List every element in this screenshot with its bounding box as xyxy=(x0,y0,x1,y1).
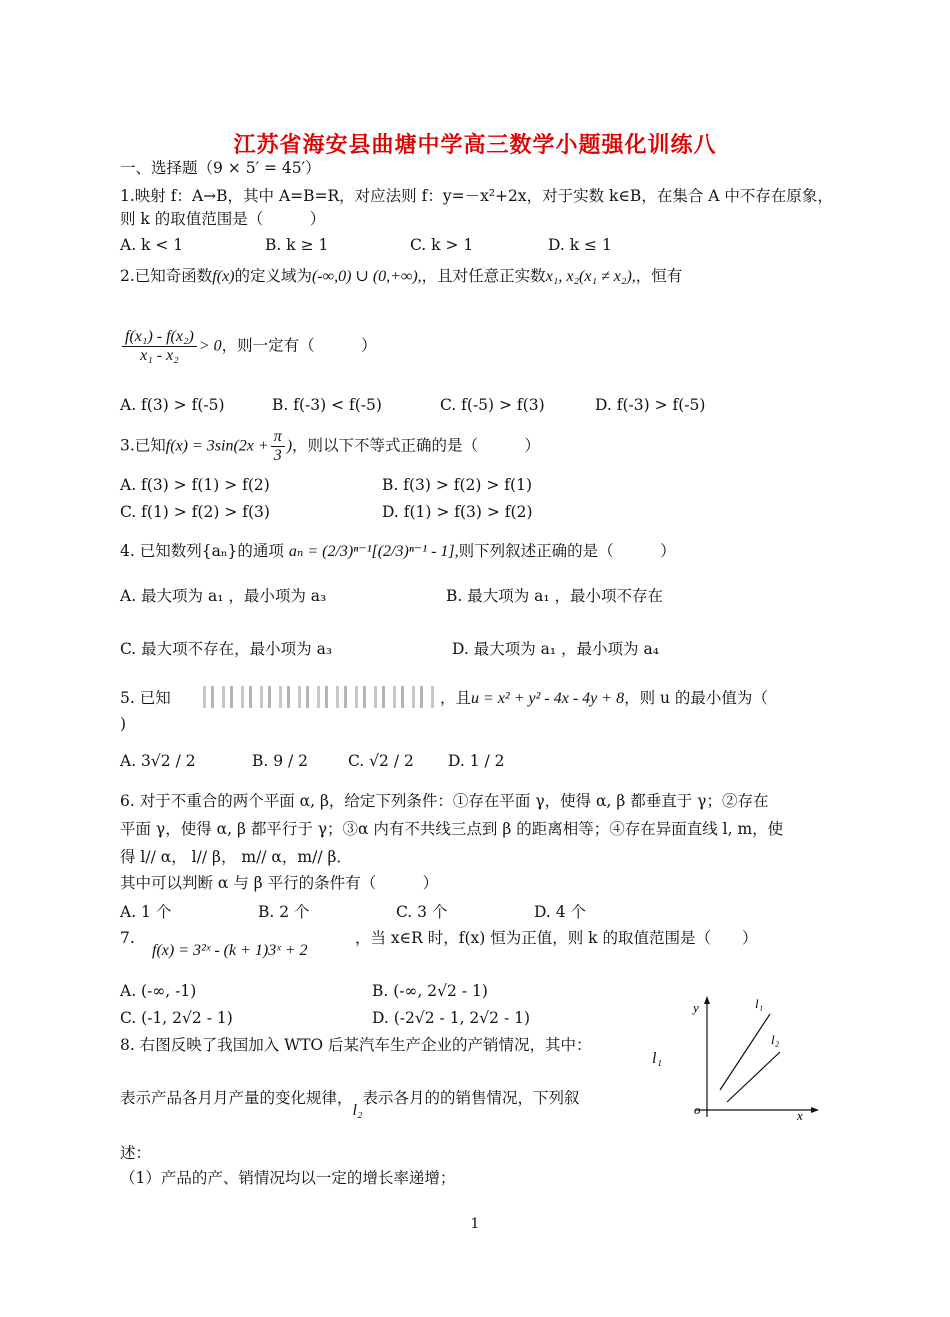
q7-option-c: C. (-1, 2√2 - 1) xyxy=(120,1009,233,1027)
q3-option-d: D. f(1) > f(3) > f(2) xyxy=(382,503,533,521)
q5-line xyxy=(440,688,768,709)
q1-option-d: D. k ≤ 1 xyxy=(548,236,612,254)
line-l1 xyxy=(720,1014,770,1090)
q6-option-c: C. 3 个 xyxy=(396,903,448,921)
q5-option-d: D. 1 / 2 xyxy=(448,752,505,770)
q1-option-a: A. k < 1 xyxy=(120,236,184,254)
q6-option-a: A. 1 个 xyxy=(120,903,172,921)
x-axis-arrow xyxy=(811,1107,819,1113)
q6-line4: 其中可以判断 α 与 β 平行的条件有（ ） xyxy=(120,874,439,892)
q8-l1-label xyxy=(652,1048,662,1069)
q3-option-c: C. f(1) > f(2) > f(3) xyxy=(120,503,270,521)
q2-cond: > 0 xyxy=(198,337,222,355)
q3-option-a: A. f(3) > f(1) > f(2) xyxy=(120,476,270,494)
q2-text-a: 2.已知奇函数 xyxy=(120,267,213,285)
q2-fraction xyxy=(122,328,197,365)
production-sales-graph xyxy=(685,992,825,1122)
q4-line xyxy=(120,541,676,562)
q5-close: ) xyxy=(120,715,127,733)
q6-option-d: D. 4 个 xyxy=(534,903,587,921)
q4-option-d: D. 最大项为 a₁ ，最小项为 a₄ xyxy=(452,640,659,658)
q2-text-b: 的定义域为 xyxy=(234,267,313,285)
q8-l2: l₂ xyxy=(352,1102,363,1119)
origin-label: o xyxy=(694,1102,701,1117)
q1-line2: 则 k 的取值范围是（ ） xyxy=(120,210,326,228)
page-number: 1 xyxy=(470,1216,480,1232)
q2-frac-num: f(x₁) - f(x₂) xyxy=(122,328,197,347)
l1-label: l₁ xyxy=(755,996,764,1011)
q3-option-b: B. f(3) > f(2) > f(1) xyxy=(382,476,533,494)
q4-option-b: B. 最大项为 a₁ ，最小项不存在 xyxy=(446,587,664,605)
q2-domain: (-∞,0) ∪ (0,+∞), xyxy=(312,268,422,285)
q6-option-b: B. 2 个 xyxy=(258,903,310,921)
q3-line xyxy=(120,428,540,465)
q2-option-d: D. f(-3) > f(-5) xyxy=(595,396,706,414)
q7-option-a: A. (-∞, -1) xyxy=(120,982,197,1000)
q3-expr-a: f(x) = 3sin(2x + xyxy=(165,437,269,455)
q8-line2 xyxy=(120,1088,580,1119)
q7-tail: ，当 x∈R 时，f(x) 恒为正值，则 k 的取值范围是（ ） xyxy=(355,929,758,947)
q5-tail: ，则 u 的最小值为（ xyxy=(624,689,768,707)
q2-xs: x₁, x₂(x₁ ≠ x₂), xyxy=(545,268,636,285)
q7-expr xyxy=(152,940,308,961)
q8-line4: （1）产品的产、销情况均以一定的增长率递增； xyxy=(120,1169,456,1187)
q8-line3: 述： xyxy=(120,1144,152,1162)
q2-option-a: A. f(3) > f(-5) xyxy=(120,396,225,414)
line-l2 xyxy=(727,1052,780,1102)
q3-prefix: 3.已知 xyxy=(120,436,166,455)
q4-expr: aₙ = (2/3)ⁿ⁻¹[(2/3)ⁿ⁻¹ - 1], xyxy=(288,543,459,560)
q4-prefix: 4. 已知数列{aₙ}的通项 xyxy=(120,542,284,560)
q2-line1 xyxy=(120,266,682,287)
section-heading: 一、选择题（9 × 5′ = 45′） xyxy=(120,159,321,177)
q2-fx: f(x) xyxy=(212,268,235,285)
q3-pi-frac xyxy=(271,428,285,465)
q3-expr-b: ) xyxy=(286,437,293,455)
q1-option-c: C. k > 1 xyxy=(410,236,474,254)
q6-line3: 得 l// α， l// β， m// α，m// β． xyxy=(120,848,352,866)
q8-l1: l₁ xyxy=(652,1050,663,1067)
x-axis-label: x xyxy=(797,1108,803,1122)
y-axis-arrow xyxy=(704,996,710,1004)
q6-line1: 6. 对于不重合的两个平面 α, β，给定下列条件：①存在平面 γ，使得 α, β 都垂直于 γ；②存在 xyxy=(120,792,769,810)
q8-line2b: 表示各月的的销售情况，下列叙 xyxy=(362,1089,580,1107)
q2-frac-den: x₁ - x₂ xyxy=(140,347,179,364)
q4-tail: 则下列叙述正确的是（ ） xyxy=(458,542,676,560)
q5-option-a: A. 3√2 / 2 xyxy=(120,752,196,770)
q2-option-b: B. f(-3) < f(-5) xyxy=(272,396,382,414)
q2-text-c: ，且对任意正实数 xyxy=(421,267,546,285)
q2-tail: ，则一定有（ ） xyxy=(221,336,377,355)
q2-option-c: C. f(-5) > f(3) xyxy=(440,396,545,414)
page-title: 江苏省海安县曲塘中学高三数学小题强化训练八 xyxy=(233,133,717,158)
q1-option-b: B. k ≥ 1 xyxy=(265,236,329,254)
q3-pi-num: π xyxy=(271,428,285,447)
q2-text-d: ，恒有 xyxy=(635,267,683,285)
y-axis-label: y xyxy=(693,1000,699,1015)
q5-prefix: 5. 已知 xyxy=(120,689,171,707)
q7-option-b: B. (-∞, 2√2 - 1) xyxy=(372,982,488,1000)
q7-num: 7. xyxy=(120,929,135,947)
q1-line1: 1.映射 f：A→B，其中 A=B=R，对应法则 f：y=－x²+2x，对于实数 k∈B，在集合 A 中不存在原象， xyxy=(120,187,833,205)
q8-line2a: 表示产品各月月产量的变化规律， xyxy=(120,1089,353,1107)
q6-line2: 平面 γ，使得 α, β 都平行于 γ；③α 内有不共线三点到 β 的距离相等；④存在异面直线 l, m，使 xyxy=(120,820,784,838)
q3-pi-den: 3 xyxy=(273,447,282,464)
q7-option-d: D. (-2√2 - 1, 2√2 - 1) xyxy=(372,1009,531,1027)
q5-expr: u = x² + y² - 4x - 4y + 8 xyxy=(471,690,625,707)
q5-mid: ，且 xyxy=(440,689,472,707)
q4-option-a: A. 最大项为 a₁ ，最小项为 a₃ xyxy=(120,587,327,605)
q8-line1: 8. 右图反映了我国加入 WTO 后某汽车生产企业的产销情况，其中： xyxy=(120,1036,592,1054)
q7-expr-text: f(x) = 3²ˣ - (k + 1)3ˣ + 2 xyxy=(152,942,308,959)
q2-condition xyxy=(120,328,377,365)
illegible-image-fragment xyxy=(203,686,438,708)
q5-option-c: C. √2 / 2 xyxy=(348,752,414,770)
q5-option-b: B. 9 / 2 xyxy=(252,752,309,770)
q3-tail: ，则以下不等式正确的是（ ） xyxy=(292,436,541,455)
q4-option-c: C. 最大项不存在，最小项为 a₃ xyxy=(120,640,333,658)
l2-label: l₂ xyxy=(771,1032,780,1047)
